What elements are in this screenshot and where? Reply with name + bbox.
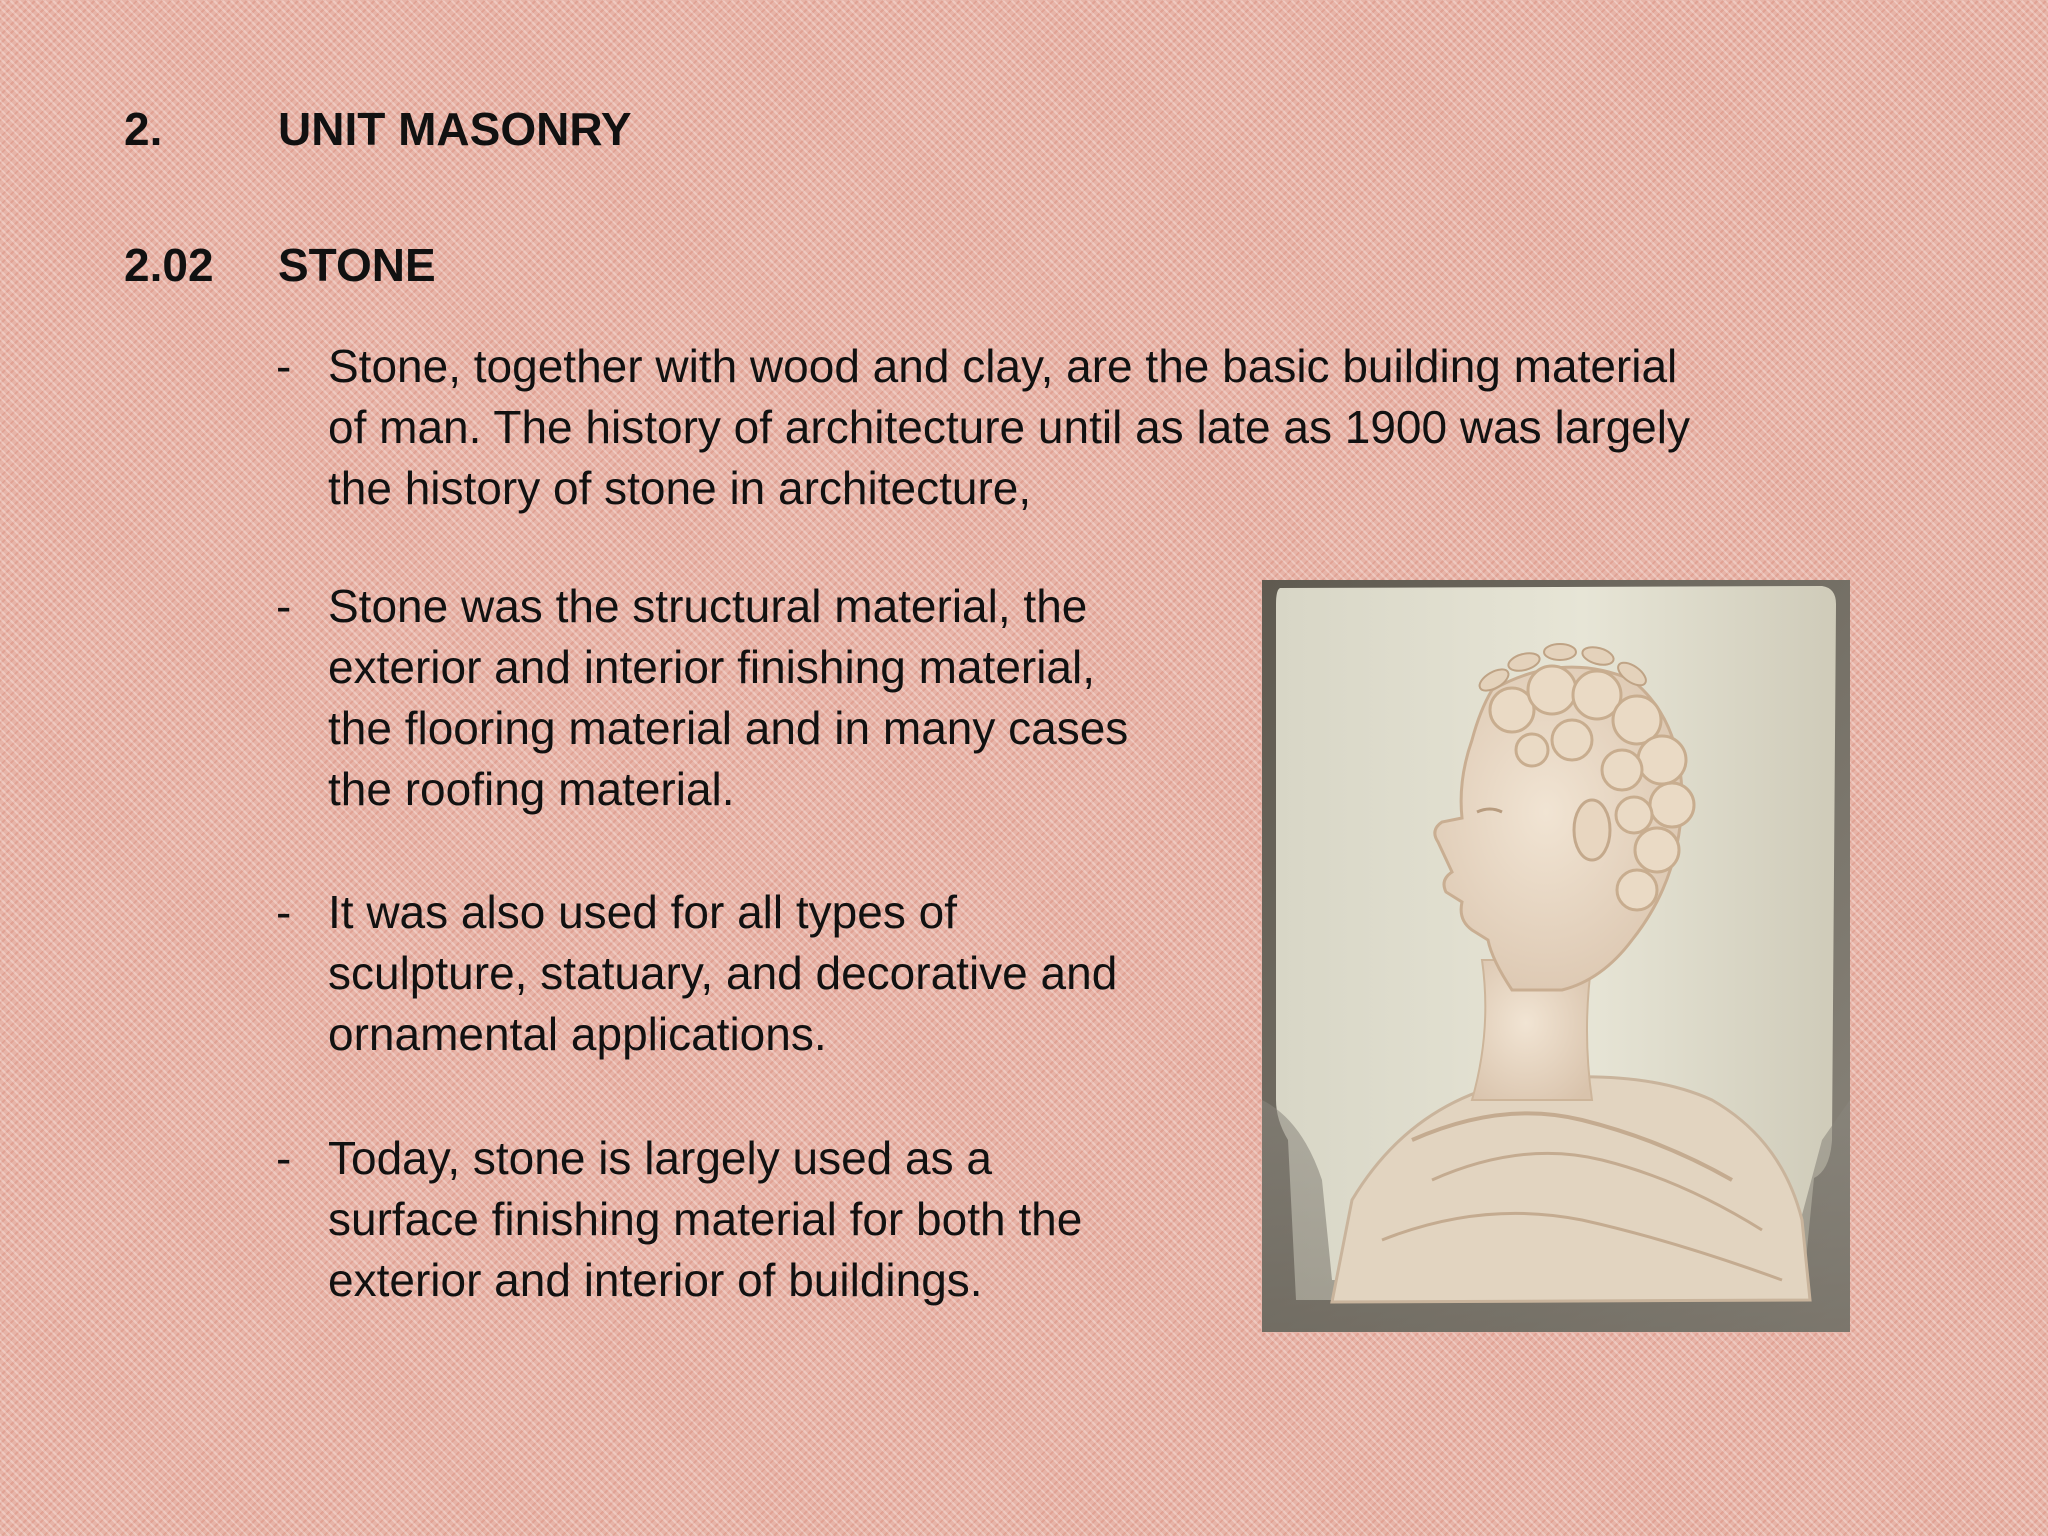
subsection-heading-stone	[124, 239, 436, 291]
bullet-marker: -	[276, 886, 292, 938]
bullet-item	[276, 1128, 1236, 1311]
stone-relief-portrait-image	[1262, 580, 1850, 1332]
subsection-title: STONE	[278, 239, 436, 291]
relief-ear	[1574, 800, 1610, 860]
bullet-item	[276, 576, 1236, 820]
bullet-marker: -	[276, 340, 292, 392]
bullet-marker: -	[276, 1132, 292, 1184]
section-title: UNIT MASONRY	[278, 103, 632, 155]
bullet-marker: -	[276, 580, 292, 632]
bullet-text: Today, stone is largely used as a surface finishing material for both the exterior and interior of buildings.	[328, 1132, 1083, 1306]
section-heading-unit-masonry	[124, 103, 632, 155]
subsection-number: 2.02	[124, 239, 214, 291]
section-number: 2.	[124, 103, 163, 155]
bullet-text: Stone was the structural material, the exterior and interior finishing material, the flooring material and in many cases the roofing material.	[328, 580, 1129, 815]
bullet-text: It was also used for all types of sculpture, statuary, and decorative and ornamental applications.	[328, 886, 1118, 1060]
relief-illustration	[1262, 580, 1850, 1332]
bullet-item	[276, 336, 1856, 519]
bullet-text: Stone, together with wood and clay, are the basic building material of man. The history of architecture until as late as 1900 was largely the history of stone in architecture,	[328, 340, 1690, 514]
bullet-item	[276, 882, 1236, 1065]
